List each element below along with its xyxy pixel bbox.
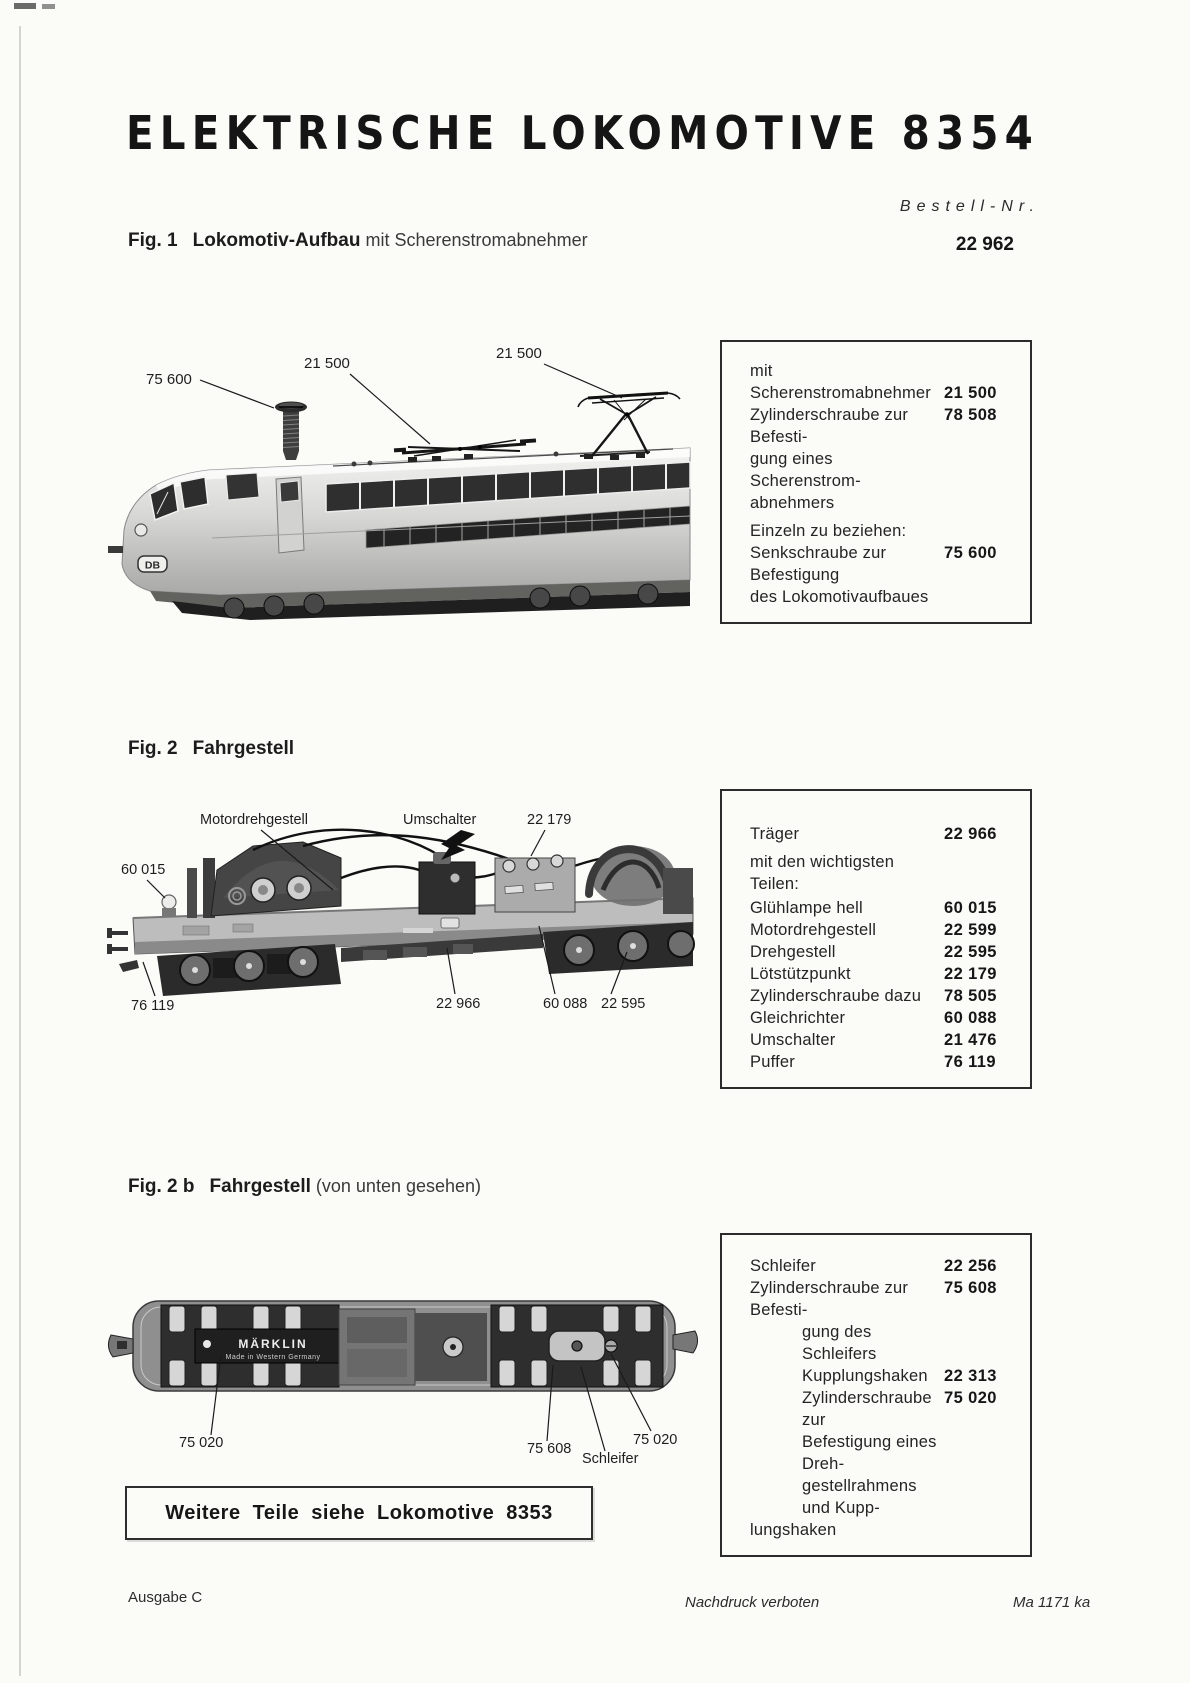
leader-line (350, 374, 430, 444)
part-number (944, 586, 1016, 608)
fig2b-parts-box (720, 1233, 1032, 1557)
part-number: 75 600 (944, 544, 997, 562)
center-girder (339, 1309, 487, 1385)
part-label: Befestigung eines Dreh- (802, 1433, 937, 1473)
part-number (944, 1475, 1016, 1519)
part-number: 22 599 (944, 921, 997, 939)
callout-75020-right: 75 020 (633, 1432, 678, 1448)
fig2b-title: Fahrgestell (209, 1176, 311, 1197)
part-number: 78 508 (944, 406, 997, 424)
parts-row (750, 382, 1016, 404)
part-label: Kupplungshaken (802, 1367, 928, 1385)
fig1-title: Lokomotiv-Aufbau (192, 230, 361, 251)
leader-line (531, 830, 545, 856)
part-label: Puffer (750, 1053, 795, 1071)
plate-brand-text: MÄRKLIN (238, 1337, 308, 1351)
chassis-side-drawing (103, 798, 700, 1016)
parts-row (750, 985, 1016, 1007)
callout-22595: 22 595 (601, 996, 646, 1012)
fig2-caption (128, 738, 294, 760)
headlight (135, 524, 147, 536)
fig2-parts-box (720, 789, 1032, 1089)
part-label: Zylinderschraube zur Befesti- (750, 1279, 909, 1319)
locomotive-drawing (108, 332, 700, 624)
parts-row (750, 520, 1016, 542)
callout-pantograph-right-number: 21 500 (496, 345, 542, 362)
fig2-title: Fahrgestell (192, 738, 295, 759)
part-number: 76 119 (944, 1053, 996, 1071)
part-label: Umschalter (750, 1031, 836, 1049)
part-label: Zylinderschraube zur Befesti- (750, 406, 909, 446)
part-number (944, 448, 1016, 492)
fig2b-subtitle: (von unten gesehen) (315, 1176, 482, 1196)
solder-board-part (495, 855, 575, 912)
parts-row (750, 1051, 1016, 1073)
part-label: gung des Schleifers (802, 1323, 877, 1363)
callout-motordrehgestell: Motordrehgestell (200, 812, 308, 828)
part-number: 60 015 (944, 899, 997, 917)
part-number: 60 088 (944, 1009, 997, 1027)
parts-row (750, 586, 1016, 608)
parts-row (750, 1007, 1016, 1029)
part-label: Scherenstromabnehmer (750, 384, 932, 402)
part-label: Drehgestell (750, 943, 836, 961)
part-label: Zylinderschraube dazu (750, 987, 922, 1005)
callout-75608: 75 608 (527, 1441, 572, 1457)
part-label: Schleifer (750, 1257, 816, 1275)
part-number (944, 360, 1016, 382)
fig2-illustration (103, 798, 700, 1016)
callout-schleifer: Schleifer (582, 1451, 639, 1467)
parts-row (750, 851, 1016, 895)
part-label: abnehmers (750, 494, 835, 512)
locomotive-body (108, 432, 690, 620)
part-label: Einzeln zu beziehen: (750, 522, 907, 540)
db-logo-text: DB (144, 559, 161, 572)
parts-row (750, 919, 1016, 941)
part-number: 21 476 (944, 1031, 997, 1049)
parts-row (750, 492, 1016, 514)
fig2-label: Fig. 2 (128, 738, 178, 759)
part-number: 22 179 (944, 965, 997, 983)
callout-screw-number: 75 600 (146, 371, 192, 388)
footer-edition: Ausgabe C (128, 1589, 203, 1606)
fig1-illustration (108, 332, 700, 624)
leader-line (143, 962, 155, 996)
part-label: gestellrahmens und Kupp- (802, 1477, 917, 1517)
rear-bogie-bottom (491, 1305, 663, 1387)
part-number: 78 505 (944, 987, 997, 1005)
parts-row (750, 1387, 1016, 1431)
part-number (944, 1321, 1016, 1365)
scan-artifact (42, 4, 55, 9)
part-number: 75 608 (944, 1279, 997, 1297)
note-box (125, 1486, 593, 1540)
parts-row (750, 360, 1016, 382)
parts-row (750, 1475, 1016, 1519)
bulb-icon (162, 895, 176, 916)
fig2b-label: Fig. 2 b (128, 1176, 195, 1197)
parts-row (750, 1431, 1016, 1475)
parts-row (750, 823, 1016, 845)
parts-row (750, 404, 1016, 448)
part-label: gung eines Scherenstrom- (750, 450, 861, 490)
callout-pantograph-left-number: 21 500 (304, 355, 350, 372)
parts-row (750, 1321, 1016, 1365)
callout-60088: 60 088 (543, 996, 588, 1012)
fig2b-caption (128, 1176, 481, 1198)
coupler (119, 960, 139, 972)
parts-row (750, 542, 1016, 586)
parts-row (750, 1519, 1016, 1541)
part-label: mit (750, 362, 773, 380)
part-number: 75 020 (944, 1389, 997, 1407)
parts-row (750, 1365, 1016, 1387)
part-number (944, 1519, 1016, 1541)
part-label: Gleichrichter (750, 1009, 846, 1027)
callout-60015: 60 015 (121, 862, 166, 878)
parts-row (750, 448, 1016, 492)
fig2b-illustration (103, 1287, 703, 1467)
pointer-arrow-icon (441, 830, 475, 860)
part-number: 22 966 (944, 825, 997, 843)
fig1-order-number: 22 962 (955, 234, 1014, 255)
parts-row (750, 1255, 1016, 1277)
footer-copyright: Nachdruck verboten (685, 1594, 820, 1611)
parts-row (750, 897, 1016, 919)
fig1-label: Fig. 1 (128, 230, 178, 251)
part-label: lungshaken (750, 1521, 837, 1539)
part-label: Zylinderschraube zur (802, 1389, 932, 1429)
scan-edge-line (19, 26, 21, 1676)
part-label: Glühlampe hell (750, 899, 863, 917)
fig1-caption (128, 230, 588, 252)
part-number (944, 520, 1016, 542)
note-text: Weitere Teile siehe Lokomotive 8353 (165, 1501, 553, 1524)
callout-22966: 22 966 (436, 996, 481, 1012)
part-label: mit den wichtigsten Teilen: (750, 853, 895, 893)
leader-line (147, 880, 165, 898)
part-label: Träger (750, 825, 800, 843)
parts-row (750, 963, 1016, 985)
leader-line (447, 948, 455, 994)
callout-76119: 76 119 (131, 998, 175, 1014)
scan-artifact (14, 3, 36, 9)
leader-line (200, 380, 274, 408)
marklin-plate (195, 1329, 343, 1363)
part-label: Senkschraube zur Befestigung (750, 544, 887, 584)
coupler (673, 1331, 698, 1353)
page-title: ELEKTRISCHE LOKOMOTIVE 8354 (126, 106, 1039, 160)
part-number (944, 851, 1016, 895)
part-label: Motordrehgestell (750, 921, 877, 939)
parts-row (750, 1277, 1016, 1321)
parts-row (750, 941, 1016, 963)
parts-row (750, 1029, 1016, 1051)
part-number: 22 595 (944, 943, 997, 961)
buffer (108, 546, 123, 553)
order-number-label: Bestell-Nr. (899, 198, 1040, 215)
part-number (944, 1431, 1016, 1475)
part-label: des Lokomotivaufbaues (750, 588, 929, 606)
part-number (944, 492, 1016, 514)
callout-75020-left: 75 020 (179, 1435, 224, 1451)
motor-bogie (187, 842, 341, 918)
fig1-subtitle: mit Scherenstromabnehmer (365, 230, 588, 250)
part-number: 21 500 (944, 384, 997, 402)
leader-line (544, 364, 622, 398)
footer-print-code: Ma 1171 ka (1013, 1594, 1091, 1611)
part-label: Lötstützpunkt (750, 965, 851, 983)
chassis-bottom-drawing (103, 1287, 703, 1467)
callout-22179: 22 179 (527, 812, 572, 828)
callout-umschalter: Umschalter (403, 812, 477, 828)
fig1-parts-box (720, 340, 1032, 624)
cab-window (226, 473, 259, 500)
part-number: 22 256 (944, 1257, 997, 1275)
plate-origin-text: Made in Western Germany (225, 1354, 321, 1361)
screw-icon (275, 402, 307, 461)
part-number: 22 313 (944, 1367, 997, 1385)
umschalter-part (419, 852, 475, 914)
